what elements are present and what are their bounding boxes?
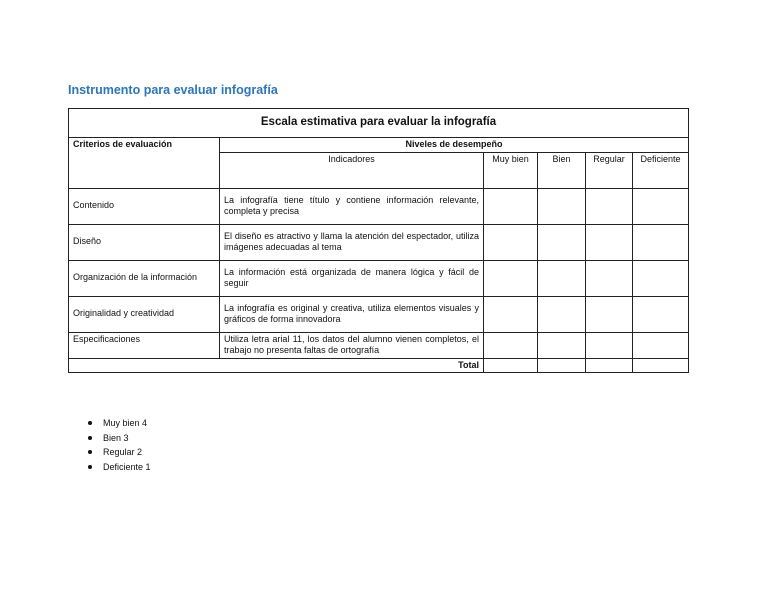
score-cell-muy-bien <box>484 296 538 332</box>
score-cell-regular <box>586 260 633 296</box>
score-cell-regular <box>586 332 633 358</box>
indicators-header: Indicadores <box>220 152 484 188</box>
table-title-row <box>69 109 689 138</box>
indicator-cell: La infografía tiene título y contiene información relevante, completa y precisa <box>220 188 484 224</box>
bullet-icon <box>88 436 92 440</box>
criterion-cell: Especificaciones <box>69 332 220 358</box>
levels-header: Niveles de desempeño <box>220 138 689 153</box>
legend-text: Bien 3 <box>103 432 129 443</box>
level-header-muy-bien: Muy bien <box>484 152 538 188</box>
score-cell-bien <box>538 188 586 224</box>
indicator-cell: La infografía es original y creativa, utiliza elementos visuales y gráficos de forma innovadora <box>220 296 484 332</box>
score-cell-deficiente <box>633 224 689 260</box>
criterion-cell: Originalidad y creatividad <box>69 296 220 332</box>
table-row <box>69 188 689 224</box>
indicator-cell: La información está organizada de manera lógica y fácil de seguir <box>220 260 484 296</box>
score-cell-deficiente <box>633 260 689 296</box>
total-row <box>69 358 689 373</box>
criterion-cell: Organización de la información <box>69 260 220 296</box>
level-header-deficiente: Deficiente <box>633 152 689 188</box>
level-header-regular: Regular <box>586 152 633 188</box>
list-item <box>88 416 151 431</box>
legend-text: Muy bien 4 <box>103 418 148 428</box>
score-cell-bien <box>538 260 586 296</box>
legend-text: Deficiente 1 <box>103 461 151 472</box>
total-cell-muy-bien <box>484 358 538 373</box>
score-cell-regular <box>586 224 633 260</box>
bullet-icon <box>88 450 92 454</box>
total-cell-bien <box>538 358 586 373</box>
criteria-header: Criterios de evaluación <box>69 138 220 189</box>
legend-text: Regular 2 <box>103 447 143 457</box>
score-cell-deficiente <box>633 188 689 224</box>
indicator-cell: El diseño es atractivo y llama la atención del espectador, utiliza imágenes adecuadas al tema <box>220 224 484 260</box>
table-row <box>69 224 689 260</box>
score-cell-regular <box>586 296 633 332</box>
score-cell-bien <box>538 224 586 260</box>
document-heading: Instrumento para evaluar infografía <box>68 83 278 97</box>
score-cell-muy-bien <box>484 260 538 296</box>
table-row <box>69 260 689 296</box>
table-title: Escala estimativa para evaluar la infografía <box>69 109 689 138</box>
bullet-icon <box>88 421 92 425</box>
score-cell-deficiente <box>633 332 689 358</box>
total-cell-regular <box>586 358 633 373</box>
criterion-cell: Diseño <box>69 224 220 260</box>
level-header-bien: Bien <box>538 152 586 188</box>
list-item <box>88 460 151 475</box>
score-cell-bien <box>538 332 586 358</box>
evaluation-table <box>68 108 689 373</box>
list-item <box>88 445 151 460</box>
score-cell-muy-bien <box>484 188 538 224</box>
table-row <box>69 332 689 358</box>
indicator-cell: Utiliza letra arial 11, los datos del alumno vienen completos, el trabajo no presenta faltas de ortografía <box>220 332 484 358</box>
total-label: Total <box>69 358 484 373</box>
score-cell-bien <box>538 296 586 332</box>
total-cell-deficiente <box>633 358 689 373</box>
score-cell-muy-bien <box>484 224 538 260</box>
table-row <box>69 296 689 332</box>
score-legend <box>88 416 151 474</box>
score-cell-muy-bien <box>484 332 538 358</box>
bullet-icon <box>88 465 92 469</box>
list-item <box>88 431 151 446</box>
table-header-row <box>69 138 689 153</box>
score-cell-regular <box>586 188 633 224</box>
score-cell-deficiente <box>633 296 689 332</box>
criterion-cell: Contenido <box>69 188 220 224</box>
